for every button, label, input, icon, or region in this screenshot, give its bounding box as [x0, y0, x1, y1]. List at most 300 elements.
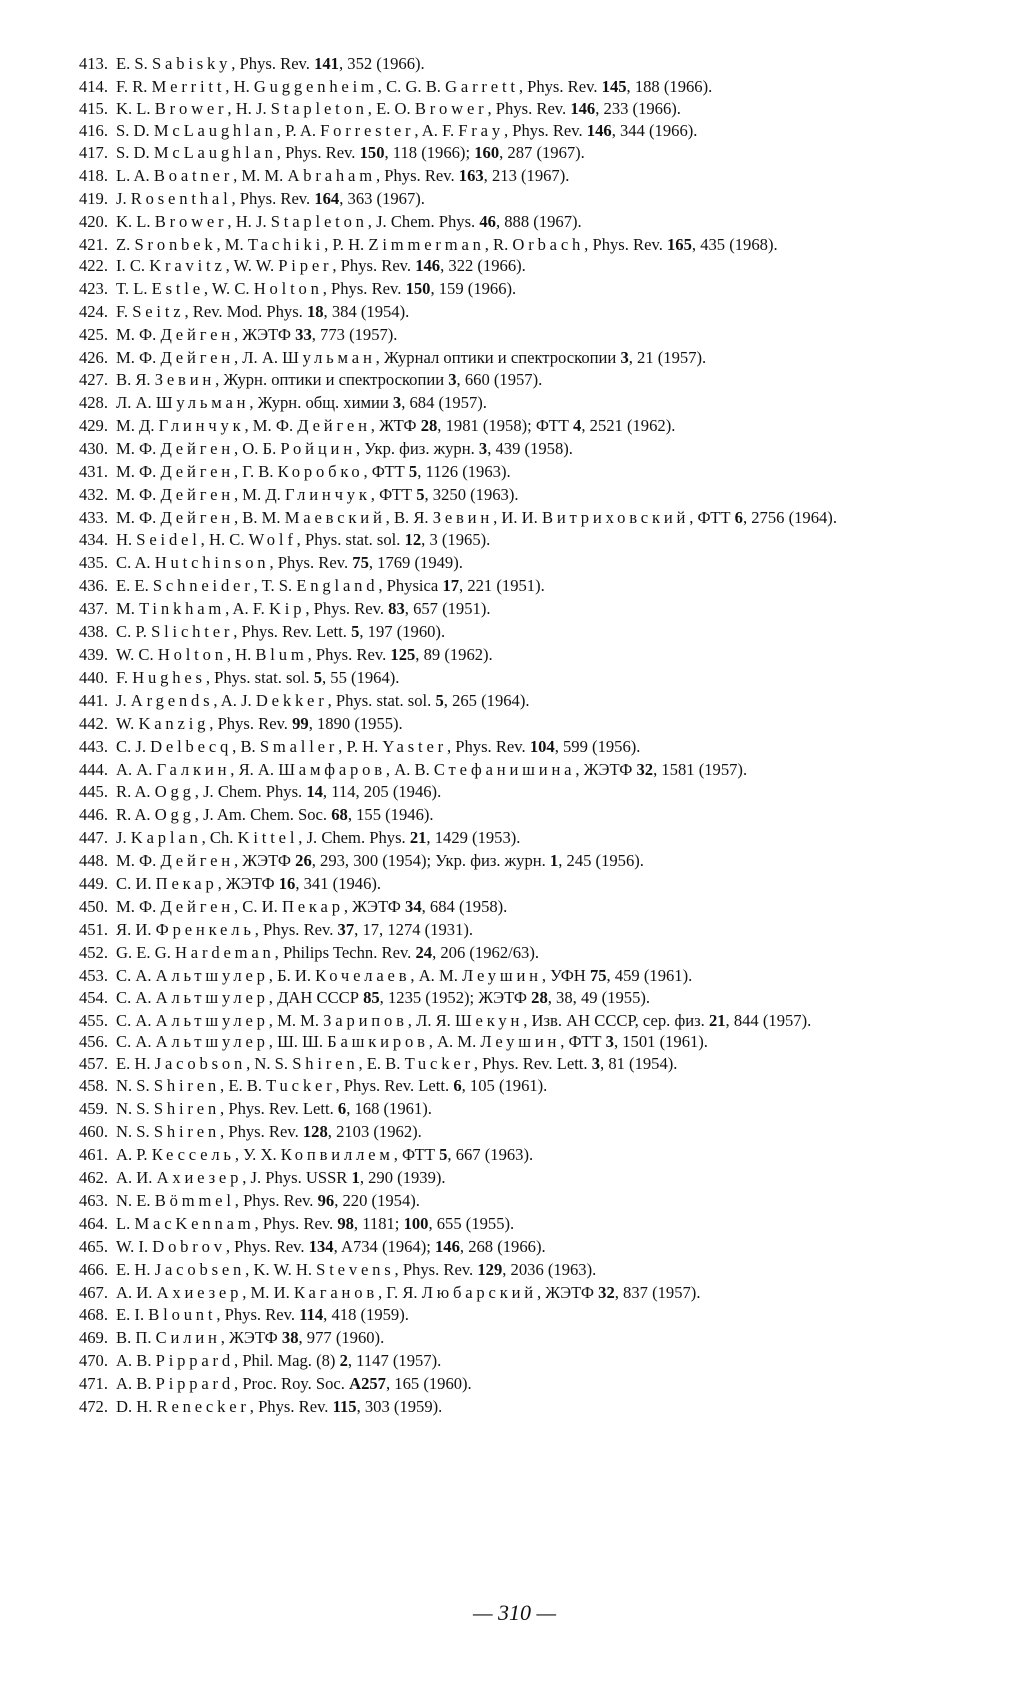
citation-text: , ЖЭТФ: [575, 759, 637, 779]
reference-item: [64, 601, 969, 617]
citation-text: , Ш. Ш.: [268, 1032, 328, 1052]
reference-number: 451.: [78, 919, 108, 939]
author-name: Shiren: [153, 1122, 221, 1142]
citation-text: , 1769 (1949).: [368, 553, 463, 573]
volume-number: 99: [292, 713, 309, 733]
author-name: Jacobsen: [154, 1260, 246, 1280]
citation-text: , Л. Я.: [407, 1010, 455, 1030]
citation-text: , 220 (1954).: [334, 1191, 420, 1211]
citation-text: , Rev. Mod. Phys.: [184, 302, 307, 322]
author-name: Orbach: [512, 234, 585, 254]
citation-text: , Л. А.: [233, 348, 283, 368]
citation-text: C. P.: [116, 622, 152, 642]
reference-number: 438.: [78, 622, 108, 642]
volume-number: 3: [620, 348, 629, 368]
reference-number: 472.: [78, 1396, 108, 1416]
citation-text: , Phys. Rev.: [209, 713, 293, 733]
citation-text: D. H.: [116, 1396, 157, 1416]
citation-text: , Phys. Rev.: [487, 98, 571, 118]
reference-item: [64, 987, 969, 1007]
citation-text: , J. Phys. USSR: [242, 1168, 352, 1188]
citation-text: , Phys. Rev.: [231, 54, 315, 73]
reference-number: 467.: [78, 1283, 108, 1303]
citation-text: , 17, 1274 (1931).: [354, 919, 474, 939]
citation-text: , 352 (1966).: [338, 54, 425, 73]
reference-number: 421.: [78, 234, 108, 254]
reference-number: 458.: [78, 1076, 108, 1096]
citation-text: , 197 (1960).: [359, 622, 446, 642]
citation-text: , Phys. Rev.: [249, 1396, 333, 1416]
citation-text: , 168 (1961).: [346, 1099, 432, 1119]
citation-text: , 2756 (1964).: [742, 508, 837, 528]
citation-text: , 3250 (1963).: [424, 485, 519, 505]
author-name: Smaller: [259, 736, 339, 756]
citation-text: I. C.: [116, 256, 150, 276]
citation-text: , Phys. Rev.: [307, 645, 391, 665]
citation-text: N. E.: [116, 1191, 155, 1211]
author-name: Пекар: [281, 896, 344, 916]
reference-item: [64, 418, 969, 434]
reference-item: [64, 1330, 969, 1346]
author-name: Глинчук: [158, 416, 245, 436]
volume-number: 114: [299, 1305, 324, 1325]
citation-text: , 1501 (1961).: [613, 1032, 708, 1052]
citation-text: , Phys. Rev.: [216, 1305, 300, 1325]
citation-text: , ЖЭТФ: [220, 1328, 282, 1347]
reference-item: [64, 281, 969, 297]
volume-number: 3: [448, 370, 457, 390]
volume-number: 98: [337, 1214, 354, 1234]
author-name: Blum: [255, 645, 308, 665]
reference-item: [64, 464, 969, 480]
author-name: Blount: [148, 1305, 217, 1325]
reference-number: 459.: [78, 1099, 108, 1119]
citation-text: , 684 (1957).: [401, 393, 487, 413]
reference-number: 447.: [78, 827, 108, 847]
citation-text: , Phys. Rev. Lett.: [335, 1076, 454, 1096]
citation-text: , 844 (1957).: [725, 1010, 812, 1030]
citation-text: , 2036 (1963).: [502, 1260, 597, 1280]
citation-text: , Phys. Rev.: [254, 1214, 338, 1234]
author-name: Stapleton: [270, 98, 368, 118]
reference-number: 432.: [78, 485, 108, 505]
reference-number: 463.: [78, 1191, 108, 1211]
reference-item: [64, 804, 969, 824]
citation-text: R. A.: [116, 781, 155, 801]
citation-text: , Б. И.: [268, 965, 316, 985]
author-name: Каганов: [293, 1283, 378, 1303]
citation-text: , И. И.: [493, 508, 542, 528]
author-name: Kip: [268, 599, 306, 619]
citation-text: , H. C.: [200, 530, 249, 550]
citation-text: , 105 (1961).: [461, 1076, 548, 1096]
author-name: Kittel: [237, 827, 299, 847]
citation-text: , E. B.: [220, 1076, 267, 1096]
reference-number: 450.: [78, 896, 108, 916]
citation-text: , 114, 205 (1946).: [322, 781, 442, 801]
citation-text: , N. S.: [246, 1054, 293, 1074]
reference-number: 415.: [78, 98, 108, 118]
citation-text: , Phys. Rev.: [503, 120, 587, 140]
author-name: Альтшулер: [155, 1032, 269, 1052]
reference-item: [64, 165, 969, 185]
reference-item: [64, 850, 969, 870]
volume-number: 3: [478, 439, 488, 459]
citation-text: , 439 (1958).: [487, 439, 573, 459]
citation-text: М. Ф.: [116, 439, 161, 459]
reference-item: [64, 873, 969, 893]
volume-number: 75: [352, 553, 369, 573]
reference-item: [64, 736, 969, 756]
citation-text: , Physica: [378, 576, 443, 596]
reference-number: 430.: [78, 439, 108, 459]
citation-text: N. S.: [116, 1099, 154, 1119]
citation-text: , 1147 (1957).: [347, 1350, 442, 1370]
author-name: Kravitz: [149, 256, 226, 276]
volume-number: 146: [435, 1237, 460, 1257]
author-name: Копвиллем: [280, 1145, 394, 1165]
volume-number: 165: [667, 234, 692, 254]
reference-item: [64, 372, 969, 388]
citation-text: , H. J.: [227, 211, 271, 231]
author-name: Tinkham: [139, 599, 226, 619]
reference-number: 428.: [78, 393, 108, 413]
author-name: Zimmerman: [368, 234, 485, 254]
citation-text: , 118 (1966);: [384, 142, 475, 162]
reference-number: 460.: [78, 1122, 108, 1142]
reference-item: [64, 1285, 969, 1301]
reference-item: [64, 1396, 969, 1416]
citation-text: , 655 (1955).: [428, 1214, 515, 1234]
citation-text: , Г. В.: [233, 462, 278, 482]
author-name: Sronbek: [134, 234, 217, 254]
author-name: Seitz: [132, 302, 185, 322]
citation-text: , Phys. Rev. Lett.: [233, 622, 352, 642]
citation-text: , 55 (1964).: [322, 668, 400, 688]
reference-list: [64, 56, 969, 1422]
reference-item: [64, 670, 969, 686]
author-name: Renecker: [156, 1396, 250, 1416]
citation-text: , ФТТ: [560, 1032, 606, 1052]
citation-text: , Phys. Rev.: [375, 165, 459, 185]
citation-text: , 221 (1951).: [459, 576, 545, 596]
reference-item: [64, 1262, 969, 1278]
citation-text: C. J.: [116, 736, 151, 756]
author-name: Wolf: [248, 530, 297, 550]
reference-item: [64, 56, 969, 72]
citation-text: F.: [116, 302, 133, 322]
citation-text: , 188 (1966).: [626, 76, 713, 96]
citation-text: , ЖЭТФ: [233, 850, 296, 870]
reference-item: [64, 965, 969, 985]
citation-text: , 155 (1946).: [347, 804, 434, 824]
author-name: Sabisky: [151, 54, 232, 73]
author-name: Альтшулер: [155, 987, 269, 1007]
author-name: Bömmel: [154, 1191, 235, 1211]
citation-text: , 293, 300 (1954); Укр. физ. журн.: [311, 850, 550, 870]
author-name: England: [296, 576, 379, 596]
author-name: Ахиезер: [156, 1283, 243, 1303]
citation-text: , A. J.: [213, 691, 256, 710]
citation-text: , M. M.: [233, 165, 288, 185]
author-name: Дейген: [160, 896, 234, 916]
citation-text: , М. И.: [242, 1283, 294, 1303]
citation-text: , Phys. stat. sol.: [296, 530, 405, 550]
author-name: Силин: [155, 1328, 221, 1347]
citation-text: T. L.: [116, 279, 152, 299]
citation-text: K. L.: [116, 98, 155, 118]
reference-number: 464.: [78, 1214, 108, 1234]
citation-text: E. S.: [116, 54, 152, 73]
reference-item: [64, 1147, 969, 1163]
reference-item: [64, 395, 969, 411]
reference-number: 449.: [78, 873, 108, 893]
author-name: Guggenheim: [253, 76, 378, 96]
citation-text: С. А.: [116, 965, 156, 985]
citation-text: , M.: [216, 234, 248, 254]
citation-text: E. I.: [116, 1305, 149, 1325]
author-name: Shiren: [292, 1054, 359, 1074]
author-name: Merritt: [151, 76, 226, 96]
volume-number: 128: [302, 1122, 328, 1142]
volume-number: 85: [363, 987, 380, 1007]
author-name: Ogg: [154, 804, 195, 824]
reference-number: 440.: [78, 668, 108, 688]
volume-number: 160: [474, 142, 500, 162]
citation-text: , Phys. Rev.: [322, 279, 406, 299]
reference-item: [64, 693, 969, 709]
citation-text: , Укр. физ. журн.: [355, 439, 479, 459]
citation-text: , Phys. Rev.: [305, 599, 389, 619]
author-name: Argends: [130, 691, 214, 710]
reference-item: [64, 1350, 969, 1370]
citation-text: С. А.: [116, 1010, 156, 1030]
author-name: Дейген: [160, 508, 234, 528]
volume-number: 6: [337, 1099, 347, 1119]
citation-text: , W. C.: [203, 279, 254, 299]
author-name: Любарский: [421, 1283, 537, 1303]
reference-item: [64, 304, 969, 320]
citation-text: Z.: [116, 234, 135, 254]
citation-text: , 268 (1966).: [459, 1237, 546, 1257]
citation-text: , P. H.: [338, 736, 383, 756]
author-name: Дейген: [297, 416, 371, 436]
volume-number: 5: [313, 668, 322, 688]
volume-number: 104: [529, 736, 555, 756]
author-name: Pippard: [155, 1373, 235, 1393]
citation-text: , А. В.: [385, 759, 434, 779]
author-name: Френкель: [155, 919, 255, 939]
citation-text: , Phys. Rev. Lett.: [473, 1054, 592, 1074]
citation-text: , Phys. Rev.: [518, 76, 602, 96]
reference-item: [64, 98, 969, 118]
citation-text: J.: [116, 188, 131, 208]
reference-item: [64, 1193, 969, 1209]
author-name: MacKennam: [134, 1214, 255, 1234]
citation-text: , УФН: [541, 965, 590, 985]
author-name: McLaughlan: [153, 120, 277, 140]
reference-number: 444.: [78, 759, 108, 779]
author-name: Леушин: [480, 1032, 561, 1052]
citation-text: , Ch.: [201, 827, 238, 847]
citation-text: , 888 (1967).: [495, 211, 582, 231]
volume-number: 75: [589, 965, 607, 985]
citation-text: , 459 (1961).: [606, 965, 693, 985]
author-name: Hardeman: [175, 942, 275, 962]
author-name: Garrett: [445, 76, 519, 96]
author-name: Леушин: [462, 965, 542, 985]
volume-number: 37: [337, 919, 355, 939]
volume-number: 28: [531, 987, 548, 1007]
citation-text: , 303 (1959).: [356, 1396, 443, 1416]
volume-number: 83: [388, 599, 405, 619]
citation-text: , О. Б.: [233, 439, 281, 459]
citation-text: , 418 (1959).: [323, 1305, 409, 1325]
citation-text: С. А.: [116, 987, 156, 1007]
author-name: Shiren: [153, 1076, 221, 1096]
reference-item: [64, 555, 969, 571]
citation-text: N. S.: [116, 1076, 154, 1096]
citation-text: , 322 (1966).: [440, 256, 526, 276]
author-name: Tucker: [266, 1076, 336, 1096]
citation-text: , 81 (1954).: [600, 1054, 678, 1074]
citation-text: М. Ф.: [116, 508, 161, 528]
citation-text: , А. М.: [428, 1032, 481, 1052]
reference-number: 461.: [78, 1145, 108, 1165]
citation-text: , ФТТ: [689, 508, 735, 528]
author-name: Holton: [253, 279, 323, 299]
citation-text: , В. Я.: [385, 508, 433, 528]
reference-item: [64, 441, 969, 457]
author-name: Зевин: [432, 508, 494, 528]
author-name: Зарипов: [323, 1010, 408, 1030]
citation-text: С. И.: [116, 873, 156, 893]
citation-text: , Phys. Rev.: [220, 1122, 303, 1142]
citation-text: , 667 (1963).: [447, 1145, 534, 1165]
reference-item: [64, 1124, 969, 1140]
author-name: Дейген: [160, 439, 234, 459]
citation-text: А. Р.: [116, 1145, 152, 1165]
citation-text: E. H.: [116, 1260, 155, 1280]
author-name: McLaughlan: [153, 142, 277, 162]
reference-number: 426.: [78, 348, 108, 368]
author-name: Tucker: [404, 1054, 474, 1074]
author-name: Piper: [278, 256, 333, 276]
author-name: Brower: [154, 211, 228, 231]
reference-number: 443.: [78, 736, 108, 756]
citation-text: , ЖЭТФ: [343, 896, 406, 916]
reference-item: [64, 76, 969, 96]
author-name: Дейген: [160, 325, 234, 345]
citation-text: H.: [116, 530, 137, 550]
citation-text: М. Ф.: [116, 896, 161, 916]
reference-number: 417.: [78, 142, 108, 162]
reference-item: [64, 647, 969, 663]
citation-text: , А. М.: [410, 965, 463, 985]
citation-text: J.: [116, 691, 131, 710]
citation-text: C. A.: [116, 553, 155, 573]
author-name: Stapleton: [270, 211, 368, 231]
volume-number: 68: [331, 804, 348, 824]
citation-text: В. Я.: [116, 370, 155, 390]
citation-text: , С. И.: [233, 896, 282, 916]
volume-number: 150: [359, 142, 385, 162]
citation-text: , P. H.: [324, 234, 369, 254]
volume-number: 6: [734, 508, 743, 528]
citation-text: A. B.: [116, 1350, 156, 1370]
citation-text: , 290 (1939).: [359, 1168, 446, 1188]
reference-item: [64, 1307, 969, 1323]
reference-item: [64, 350, 969, 366]
reference-number: 453.: [78, 965, 108, 985]
reference-number: 437.: [78, 599, 108, 619]
citation-text: W.: [116, 713, 139, 733]
author-name: Brower: [414, 98, 488, 118]
citation-text: , ЖТФ: [370, 416, 421, 436]
citation-text: , H. J.: [227, 98, 271, 118]
author-name: Ахиезер: [156, 1168, 243, 1188]
citation-text: , A. F.: [414, 120, 459, 140]
citation-text: , W. W.: [225, 256, 279, 276]
citation-text: L.: [116, 1214, 135, 1234]
author-name: Estle: [151, 279, 204, 299]
author-name: Шамфаров: [278, 759, 386, 779]
reference-number: 452.: [78, 942, 108, 962]
volume-number: 5: [408, 462, 418, 482]
author-name: Kaplan: [130, 827, 202, 847]
citation-text: А. И.: [116, 1283, 157, 1303]
citation-text: , 657 (1951).: [404, 599, 491, 619]
volume-number: 3: [392, 393, 402, 413]
reference-item: [64, 532, 969, 548]
author-name: Ройцин: [280, 439, 356, 459]
volume-number: 3: [591, 1054, 601, 1074]
volume-number: 33: [295, 325, 312, 345]
reference-item: [64, 578, 969, 594]
citation-text: , 384 (1954).: [323, 302, 410, 322]
author-name: Dobrov: [152, 1237, 226, 1257]
author-name: Зевин: [154, 370, 216, 390]
citation-text: , A734 (1964);: [333, 1237, 435, 1257]
citation-text: , 1581 (1957).: [653, 759, 748, 779]
author-name: Галкин: [156, 759, 231, 779]
reference-number: 470.: [78, 1350, 108, 1370]
author-name: Дейген: [160, 462, 234, 482]
author-name: Shiren: [153, 1099, 221, 1119]
citation-text: , М. М.: [268, 1010, 324, 1030]
reference-number: 427.: [78, 370, 108, 390]
citation-text: С. А.: [116, 1032, 156, 1052]
author-name: Delbecq: [150, 736, 233, 756]
volume-number: 146: [570, 98, 596, 118]
reference-number: 462.: [78, 1168, 108, 1188]
reference-item: [64, 1010, 969, 1030]
citation-text: , Phys. Rev.: [231, 188, 315, 208]
citation-text: W. I.: [116, 1237, 153, 1257]
citation-text: , ЖЭТФ: [217, 873, 279, 893]
citation-text: , Phys. Rev. Lett.: [220, 1099, 338, 1119]
citation-text: , Phys. Rev.: [332, 256, 416, 276]
citation-text: , Phys. Rev.: [394, 1260, 478, 1280]
citation-text: , 344 (1966).: [611, 120, 698, 140]
citation-text: М. Ф.: [116, 462, 161, 482]
reference-number: 416.: [78, 120, 108, 140]
volume-number: 1: [549, 850, 559, 870]
volume-number: 5: [439, 1145, 448, 1165]
page-number: — 310 —: [472, 1600, 557, 1625]
citation-text: , 1890 (1955).: [308, 713, 403, 733]
reference-item: [64, 1170, 969, 1186]
